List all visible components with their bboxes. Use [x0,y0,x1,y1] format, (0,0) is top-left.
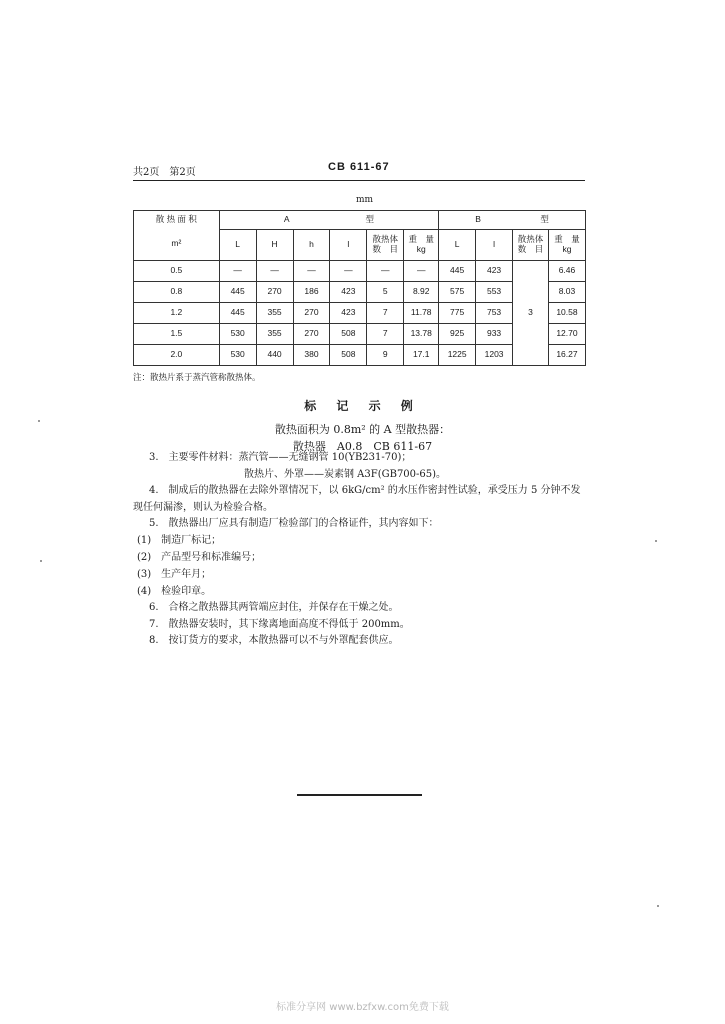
b-count-cell: 3 [513,261,549,366]
a-cell: 9 [367,345,404,366]
scan-speck [655,540,657,542]
b-weight-cell: 6.46 [548,261,585,282]
a-cell: 11.78 [404,303,439,324]
body-line: 5. 散热器出厂应具有制造厂检验部门的合格证件，其内容如下： [149,518,439,529]
standard-code: CB 611-67 [328,161,390,173]
a-cell: 17.1 [404,345,439,366]
body-line: (4) 检验印章。 [137,586,212,597]
a-cell: — [293,261,330,282]
header-divider [133,180,585,181]
example-line: 散热器 A0.8 CB 611-67 [292,440,433,453]
a-cell: 355 [256,303,293,324]
body-line: (1) 制造厂标记； [137,535,222,546]
a-cell: 380 [293,345,330,366]
area-header-cell [134,211,220,261]
sub-header: 散热体 数 目 [513,230,549,261]
a-cell: — [367,261,404,282]
a-cell: 5 [367,282,404,303]
spec-table [133,210,586,366]
a-cell: 445 [219,282,256,303]
b-cell: 575 [439,282,476,303]
table-row [134,261,586,282]
body-line: 散热片、外罩——炭素钢 A3F(GB700-65)。 [244,469,447,480]
a-cell: — [256,261,293,282]
sub-header: L [219,230,256,261]
b-weight-cell: 10.58 [548,303,585,324]
page-number: 共2页 第2页 [133,167,196,178]
scan-speck [40,560,42,562]
sub-header: 散热体 数 目 [367,230,404,261]
unit-label: mm [356,195,374,205]
b-cell: 553 [476,282,513,303]
scan-speck [657,905,659,907]
body-line: (3) 生产年月； [137,569,212,580]
a-cell: 270 [293,303,330,324]
body-line: 7. 散热器安装时，其下缘离地面高度不得低于 200mm。 [149,619,410,630]
section-title: 标 记 示 例 [304,399,421,413]
sub-header: l [330,230,367,261]
area-cell: 0.5 [134,261,220,282]
a-cell: 508 [330,324,367,345]
table-note: 注：散热片系于蒸汽管称散热体。 [133,373,261,383]
body-line: 8. 按订货方的要求，本散热器可以不与外罩配套供应。 [149,635,399,646]
a-cell: — [219,261,256,282]
a-cell: — [330,261,367,282]
b-cell: 1225 [439,345,476,366]
area-cell: 0.8 [134,282,220,303]
b-cell: 753 [476,303,513,324]
b-cell: 1203 [476,345,513,366]
sub-header: 重 量 kg [548,230,585,261]
area-unit: m² [171,237,182,248]
a-cell: 7 [367,303,404,324]
area-header: 散 热 面 积 [155,214,197,224]
b-cell: 423 [476,261,513,282]
a-cell: 423 [330,303,367,324]
group-b-header: B 型 [439,211,586,230]
a-cell: 186 [293,282,330,303]
sub-header: h [293,230,330,261]
b-cell: 445 [439,261,476,282]
b-cell: 775 [439,303,476,324]
sub-header: 重 量 kg [404,230,439,261]
group-a-header: A 型 [219,211,438,230]
body-line: (2) 产品型号和标准编号； [137,552,262,563]
a-cell: 445 [219,303,256,324]
a-cell: 530 [219,324,256,345]
a-cell: 355 [256,324,293,345]
body-line: 6. 合格之散热器其两管端应封住，并保存在干燥之处。 [149,602,399,613]
sub-header: H [256,230,293,261]
a-cell: 508 [330,345,367,366]
a-cell: 270 [293,324,330,345]
b-weight-cell: 16.27 [548,345,585,366]
body-line: 3. 主要零件材料：蒸汽管——无缝钢管 10(YB231-70)； [149,452,412,463]
end-rule [297,794,422,796]
a-cell: 440 [256,345,293,366]
a-cell: 13.78 [404,324,439,345]
b-cell: 933 [476,324,513,345]
b-weight-cell: 8.03 [548,282,585,303]
example-line: 散热面积为 0.8m² 的 A 型散热器： [274,423,451,436]
a-cell: 270 [256,282,293,303]
a-cell: 8.92 [404,282,439,303]
scan-speck [38,420,40,422]
sub-header: L [439,230,476,261]
area-cell: 1.2 [134,303,220,324]
watermark-footer: 标准分享网 www.bzfxw.com免费下载 [276,1002,449,1013]
b-weight-cell: 12.70 [548,324,585,345]
area-cell: 1.5 [134,324,220,345]
sub-header: l [476,230,513,261]
a-cell: — [404,261,439,282]
body-line: 4. 制成后的散热器在去除外罩情况下，以 6kG/cm² 的水压作密封性试验，承受压力 5 分钟不发 [149,485,581,496]
a-cell: 530 [219,345,256,366]
a-cell: 7 [367,324,404,345]
body-line: 现任何漏渗，则认为检验合格。 [133,502,273,513]
area-cell: 2.0 [134,345,220,366]
a-cell: 423 [330,282,367,303]
b-cell: 925 [439,324,476,345]
